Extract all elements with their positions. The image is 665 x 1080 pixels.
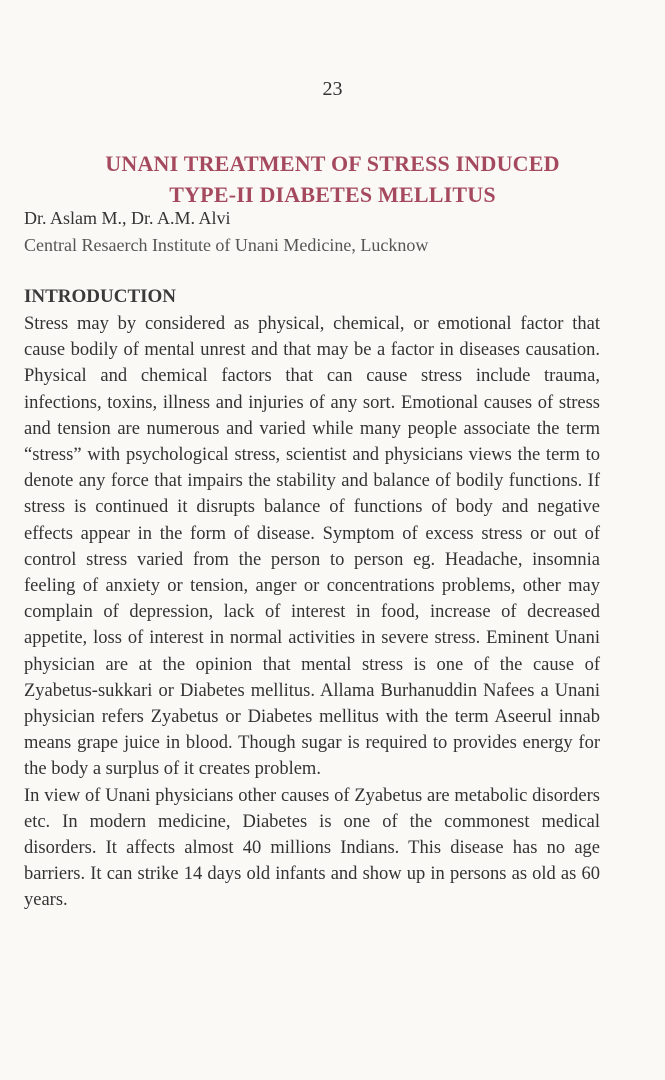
authors: Dr. Aslam M., Dr. A.M. Alvi (24, 208, 231, 228)
title-line-1: UNANI TREATMENT OF STRESS INDUCED (105, 151, 560, 176)
title-line-2: TYPE-II DIABETES MELLITUS (169, 182, 496, 207)
body-text (24, 311, 600, 914)
paragraph: Stress may by considered as physical, chemical, or emotional factor that cause bodily of mental unrest and that may be a factor in diseases causation. Physical and chemical factors that can cause stress include trauma, infections, toxins, illness and injuries of any sort. Emotional causes of stress and tension are numerous and varied while many people associate the term “stress” with psychological stress, scientist and physicians views the term to denote any force that impairs the stability and balance of bodily functions. If stress is continued it disrupts balance of functions of body and negative effects appear in the form of disease. Symptom of excess stress or out of control stress varied from the person to person eg. Headache, insomnia feeling of anxiety or tension, anger or concentrations problems, other may complain of depression, lack of interest in food, increase of decreased appetite, loss of interest in normal activities in severe stress. Eminent Unani physician are at the opinion that mental stress is one of the cause of Zyabetus-sukkari or Diabetes mellitus. Allama Burhanuddin Nafees a Unani physician refers Zyabetus or Diabetes mellitus with the term Aseerul innab means grape juice in blood. Though sugar is required to provides energy for the body a surplus of it creates problem. (24, 314, 600, 780)
paragraph: In view of Unani physicians other causes of Zyabetus are metabolic disorders etc. In modern medicine, Diabetes is one of the commonest medical disorders. It affects almost 40 millions Indians. This disease has no age barriers. It can strike 14 days old infants and show up in persons as old as 60 years. (24, 785, 600, 911)
section-heading: INTRODUCTION (24, 286, 177, 307)
institute-affiliation: Central Resaerch Institute of Unani Medicine, Lucknow (24, 235, 429, 255)
page-number: 23 (322, 78, 343, 100)
article-title (0, 148, 665, 210)
